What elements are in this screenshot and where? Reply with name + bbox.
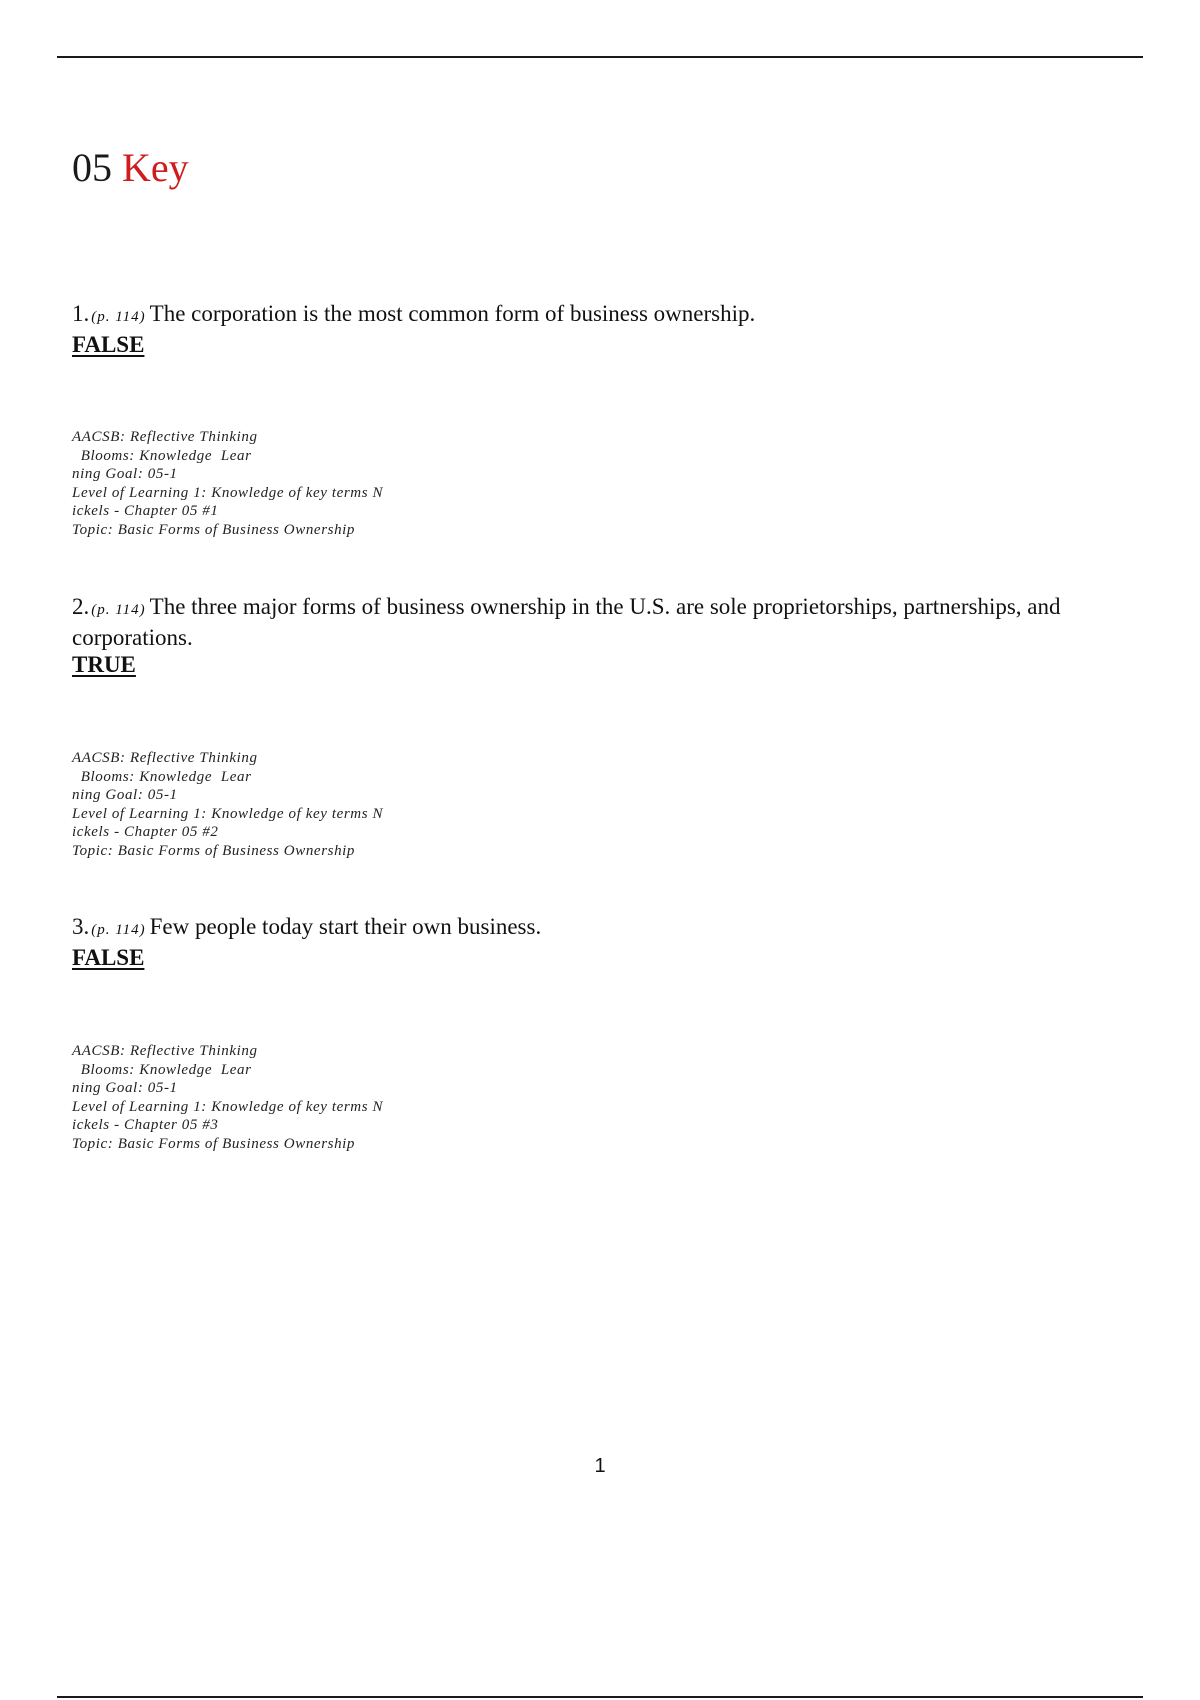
meta-line: Blooms: Knowledge Lear (72, 1061, 252, 1078)
answer-label: FALSE (72, 945, 145, 970)
question-text-line (72, 300, 1092, 331)
page-title (72, 145, 189, 190)
question-text-line (72, 593, 1092, 651)
meta-line: ning Goal: 05-1 (72, 787, 178, 804)
chapter-number: 05 (72, 145, 112, 190)
meta-line: Topic: Basic Forms of Business Ownership (72, 1135, 356, 1152)
question-number: 3. (72, 914, 90, 939)
question-3 (72, 913, 1092, 971)
top-rule (57, 56, 1143, 58)
question-2 (72, 593, 1092, 678)
meta-line: Blooms: Knowledge Lear (72, 447, 252, 464)
question-3-metadata (72, 1042, 383, 1154)
meta-line: ickels - Chapter 05 #2 (72, 824, 219, 841)
meta-line: Topic: Basic Forms of Business Ownership (72, 521, 356, 538)
meta-line: Level of Learning 1: Knowledge of key terms N (72, 1098, 384, 1115)
page-number: 1 (594, 1455, 606, 1477)
question-statement: The three major forms of business ownership in the U.S. are sole proprietorships, partnerships, and corporations. (72, 594, 1061, 650)
title-key-word: Key (122, 145, 189, 190)
question-1 (72, 300, 1092, 358)
page-reference: (p. 114) (91, 309, 146, 325)
meta-line: Blooms: Knowledge Lear (72, 768, 252, 785)
question-text-line (72, 913, 1092, 944)
meta-line: ning Goal: 05-1 (72, 466, 178, 483)
meta-line: AACSB: Reflective Thinking (72, 1043, 258, 1059)
meta-line: AACSB: Reflective Thinking (72, 429, 258, 445)
answer-label: TRUE (72, 652, 136, 677)
meta-line: ickels - Chapter 05 #1 (72, 503, 219, 520)
page-reference: (p. 114) (91, 922, 146, 938)
question-1-metadata (72, 428, 383, 540)
bottom-rule (57, 1696, 1143, 1698)
meta-line: ning Goal: 05-1 (72, 1080, 178, 1097)
meta-line: Topic: Basic Forms of Business Ownership (72, 842, 356, 859)
answer-label: FALSE (72, 332, 145, 357)
meta-line: AACSB: Reflective Thinking (72, 750, 258, 766)
meta-line: Level of Learning 1: Knowledge of key terms N (72, 805, 384, 822)
question-statement: The corporation is the most common form of business ownership. (149, 301, 756, 326)
page-reference: (p. 114) (91, 602, 146, 618)
question-statement: Few people today start their own business. (149, 914, 542, 939)
meta-line: Level of Learning 1: Knowledge of key terms N (72, 484, 384, 501)
question-2-metadata (72, 749, 383, 861)
question-number: 2. (72, 594, 90, 619)
question-number: 1. (72, 301, 90, 326)
meta-line: ickels - Chapter 05 #3 (72, 1117, 219, 1134)
